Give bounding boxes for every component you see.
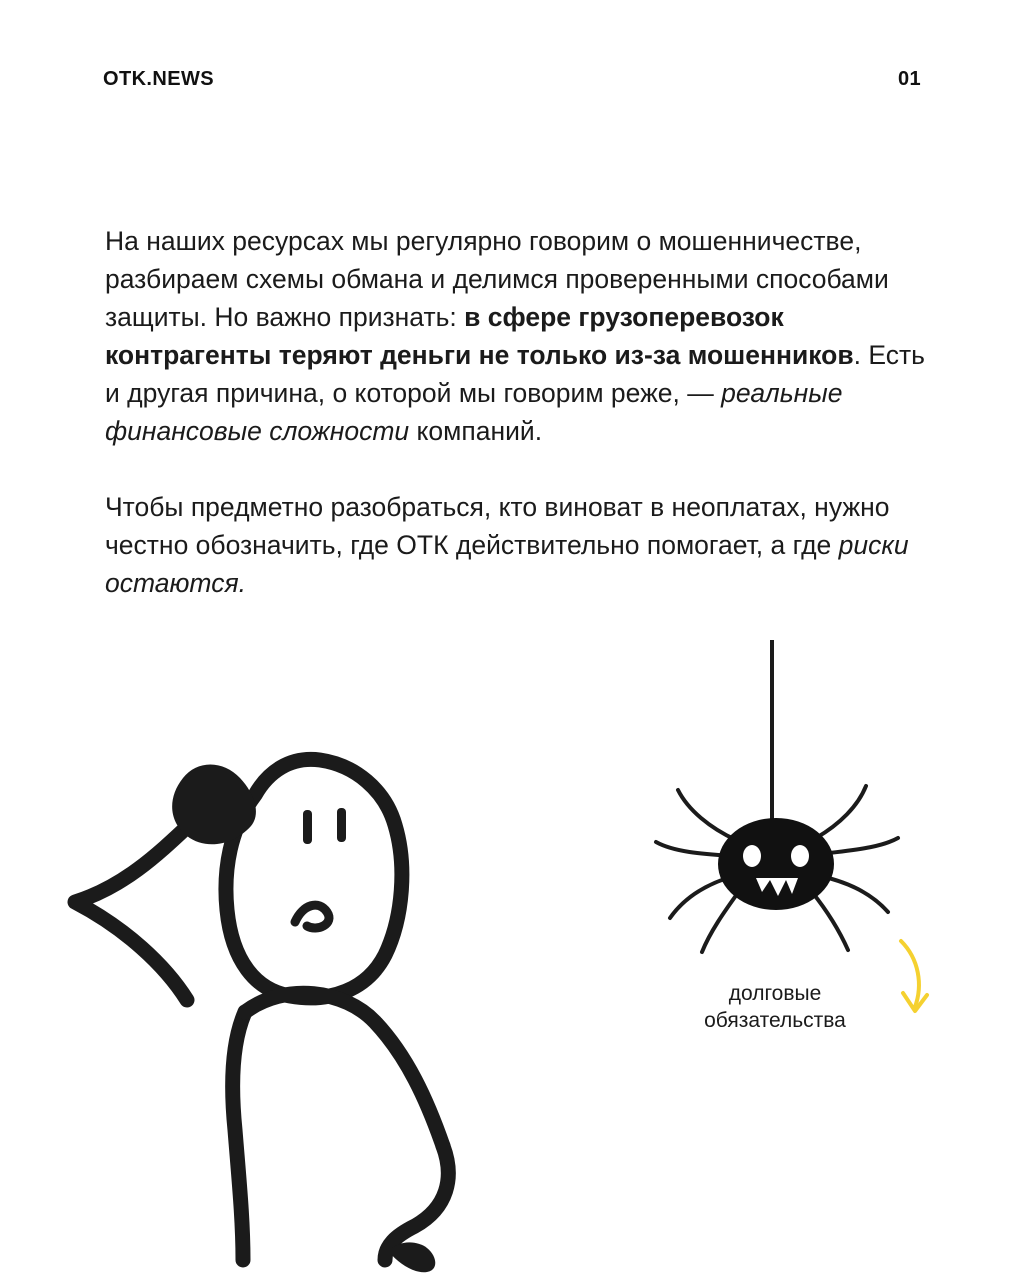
paragraph-2-text-a: Чтобы предметно разобраться, кто виноват в неоплатах, нужно честно обозначить, где ОТК действительно помогает, а где <box>105 492 890 560</box>
page-header <box>103 68 921 91</box>
paragraph-1-bold: в сфере грузоперевозок контрагенты теряют деньги не только из-за мошенников <box>105 302 854 370</box>
confused-person-icon <box>55 660 575 1280</box>
paragraph-2 <box>105 488 935 602</box>
paragraph-1-text-a: На наших ресурсах мы регулярно говорим о мошенничестве, разбираем схемы обмана и делимся проверенными способами защиты. Но важно признать: <box>105 226 889 332</box>
paragraph-1 <box>105 222 935 450</box>
brand-logo: OTK.NEWS <box>103 68 214 90</box>
spider-caption <box>660 980 890 1034</box>
article-body <box>105 222 935 602</box>
illustration-area <box>0 640 1024 1280</box>
paragraph-2-italic: риски остаются. <box>105 530 909 598</box>
spider-caption-line-2: обязательства <box>704 1009 846 1032</box>
paragraph-1-text-b: . Есть и другая причина, о которой мы говорим реже, — <box>105 340 925 408</box>
curved-arrow-icon <box>885 935 945 1025</box>
paragraph-1-italic: реальные финансовые сложности <box>105 378 843 446</box>
page-number: 01 <box>897 68 921 90</box>
spider-caption-line-1: долговые <box>728 982 822 1005</box>
paragraph-1-text-c: компаний. <box>409 416 543 446</box>
